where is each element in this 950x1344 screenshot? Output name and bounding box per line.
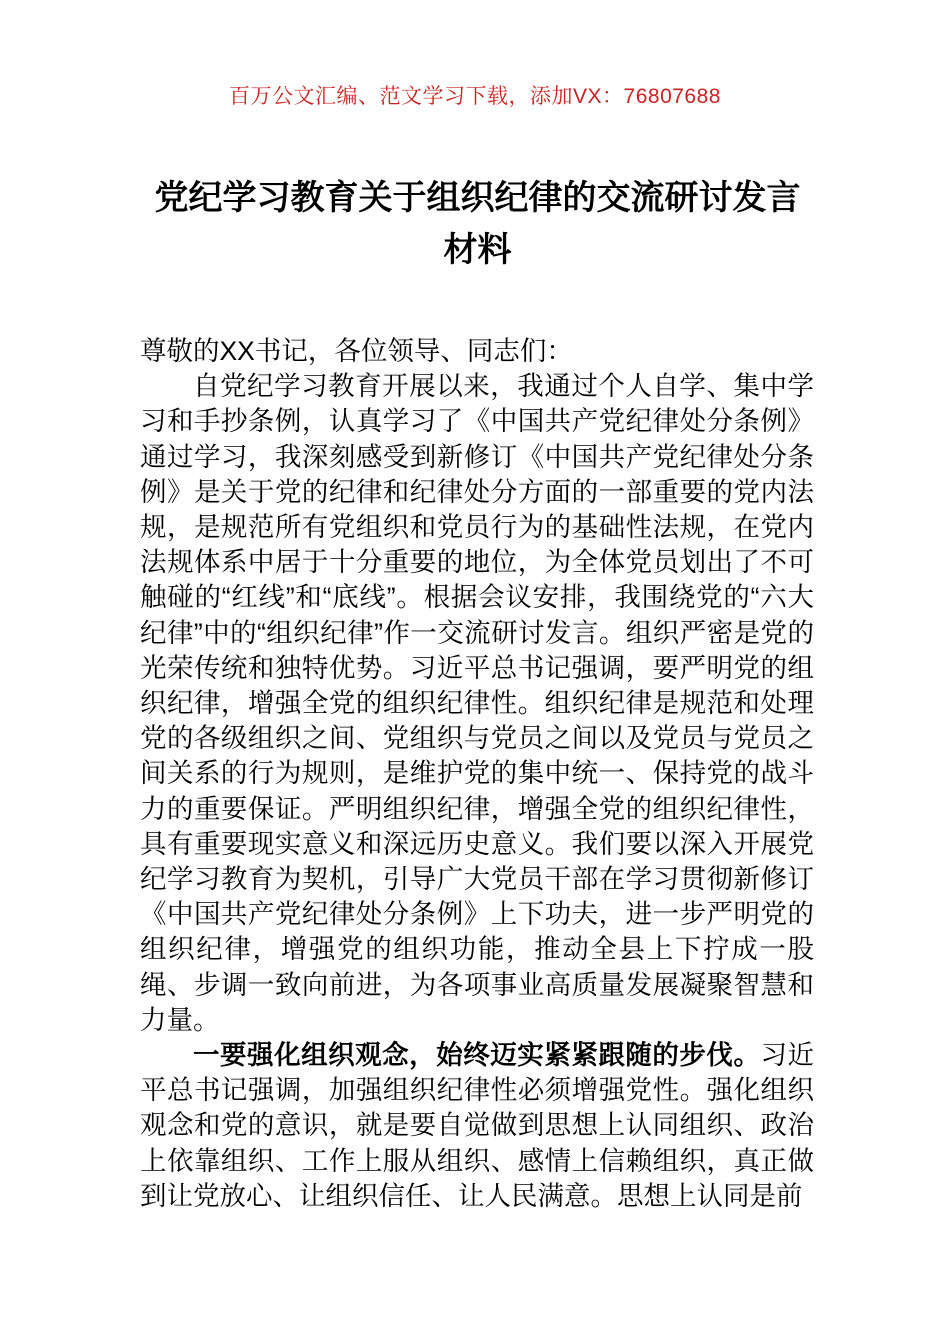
promo-watermark-header: 百万公文汇编、范文学习下载，添加VX：76807688 (229, 85, 721, 108)
section-one-text: 习近平总书记强调，加强组织纪律性必须增强党性。强化组织观念和党的意识，就是要自觉做到思想上认同组织、政治上依靠组织、工作上服从组织、感情上信赖组织，真正做到让党放心、让组织信任、让人民满意。思想上认同是前 (140, 1040, 815, 1211)
section-one-heading: 一要强化组织观念，始终迈实紧紧跟随的步伐。 (193, 1040, 761, 1071)
page-title: 党纪学习教育关于组织纪律的交流研讨发言材料 (154, 179, 801, 269)
paragraph-opening: 自党纪学习教育开展以来，我通过个人自学、集中学习和手抄条例，认真学习了《中国共产党纪律处分条例》通过学习，我深刻感受到新修订《中国共产党纪律处分条例》是关于党的纪律和纪律处分方面的一部重要的党内法规，是规范所有党组织和党员行为的基础性法规，在党内法规体系中居于十分重要的地位，为全体党员划出了不可触碰的“红线”和“底线”。根据会议安排，我围绕党的“六大纪律”中的“组织纪律”作一交流研讨发言。组织严密是党的光荣传统和独特优势。习近平总书记强调，要严明党的组织纪律，增强全党的组织纪律性。组织纪律是规范和处理党的各级组织之间、党组织与党员之间以及党员与党员之间关系的行为规则，是维护党的集中统一、保持党的战斗力的重要保证。严明组织纪律，增强全党的组织纪律性，具有重要现实意义和深远历史意义。我们要以深入开展党纪学习教育为契机，引导广大党员干部在学习贯彻新修订《中国共产党纪律处分条例》上下功夫，进一步严明党的组织纪律，增强党的组织功能，推动全县上下拧成一股绳、步调一致向前进，为各项事业高质量发展凝聚智慧和力量。 (140, 371, 814, 1035)
salutation-line: 尊敬的XX书记，各位领导、同志们： (140, 336, 573, 366)
document-body (140, 334, 814, 1214)
paragraph-section-one (140, 1038, 814, 1214)
